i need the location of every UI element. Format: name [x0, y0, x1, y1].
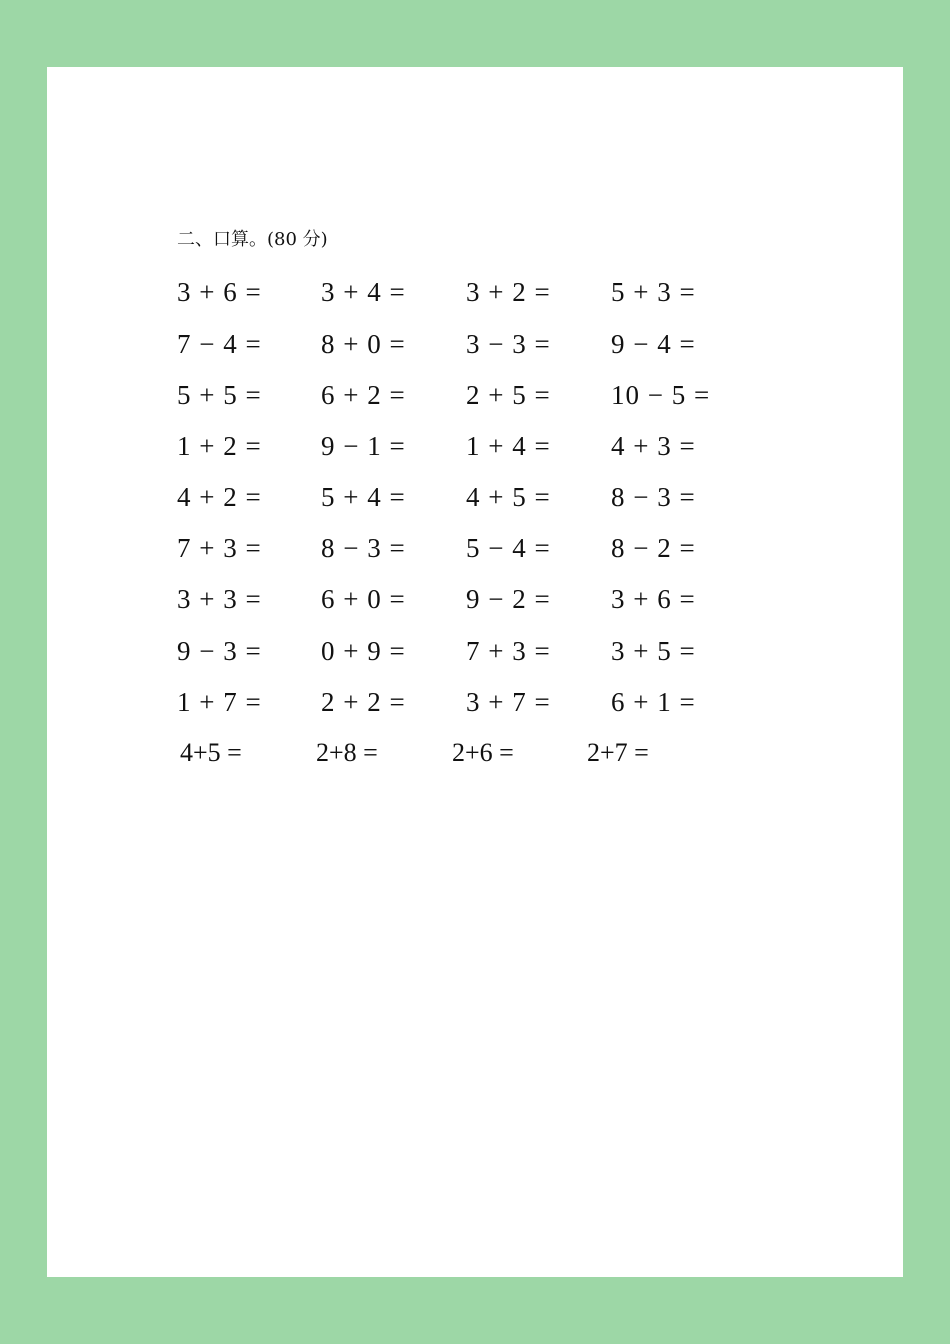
problem-row — [177, 738, 777, 778]
problem: 3 + 6 = — [177, 277, 262, 307]
problem-row — [177, 329, 777, 369]
problem: 5 − 4 = — [466, 533, 551, 563]
problem: 7 − 4 = — [177, 329, 262, 359]
problem-row — [177, 380, 777, 420]
problem: 8 + 0 = — [321, 329, 406, 359]
problem: 9 − 2 = — [466, 584, 551, 614]
problem-row — [177, 277, 777, 317]
problem-row — [177, 687, 777, 727]
problem: 7 + 3 = — [177, 533, 262, 563]
problem: 3 + 4 = — [321, 277, 406, 307]
problem: 8 − 3 = — [321, 533, 406, 563]
problem: 1 + 2 = — [177, 431, 262, 461]
problem: 6 + 2 = — [321, 380, 406, 410]
problem: 2 + 5 = — [466, 380, 551, 410]
worksheet-page — [47, 67, 903, 1277]
problem: 7 + 3 = — [466, 636, 551, 666]
problem: 1 + 4 = — [466, 431, 551, 461]
problem-row — [177, 431, 777, 471]
problem: 3 + 7 = — [466, 687, 551, 717]
problem: 2+6 = — [452, 738, 514, 767]
problem-row — [177, 636, 777, 676]
problem: 4+5 = — [180, 738, 242, 767]
problem: 2+7 = — [587, 738, 649, 767]
problem: 2 + 2 = — [321, 687, 406, 717]
problem: 3 + 2 = — [466, 277, 551, 307]
problem: 3 − 3 = — [466, 329, 551, 359]
problem: 3 + 6 = — [611, 584, 696, 614]
problem: 9 − 1 = — [321, 431, 406, 461]
problem: 4 + 5 = — [466, 482, 551, 512]
problem: 8 − 3 = — [611, 482, 696, 512]
problem-row — [177, 533, 777, 573]
problem-row — [177, 584, 777, 624]
problem: 4 + 3 = — [611, 431, 696, 461]
problem: 4 + 2 = — [177, 482, 262, 512]
problem-row — [177, 482, 777, 522]
problem: 9 − 4 = — [611, 329, 696, 359]
problem: 2+8 = — [316, 738, 378, 767]
problem: 9 − 3 = — [177, 636, 262, 666]
problem: 6 + 0 = — [321, 584, 406, 614]
problem: 5 + 5 = — [177, 380, 262, 410]
problem: 0 + 9 = — [321, 636, 406, 666]
problem: 6 + 1 = — [611, 687, 696, 717]
problem: 3 + 3 = — [177, 584, 262, 614]
problem: 1 + 7 = — [177, 687, 262, 717]
problem: 5 + 4 = — [321, 482, 406, 512]
problem: 10 − 5 = — [611, 380, 711, 410]
section-title: 二、口算。(80 分) — [177, 229, 328, 250]
problem: 8 − 2 = — [611, 533, 696, 563]
problem: 5 + 3 = — [611, 277, 696, 307]
problem: 3 + 5 = — [611, 636, 696, 666]
